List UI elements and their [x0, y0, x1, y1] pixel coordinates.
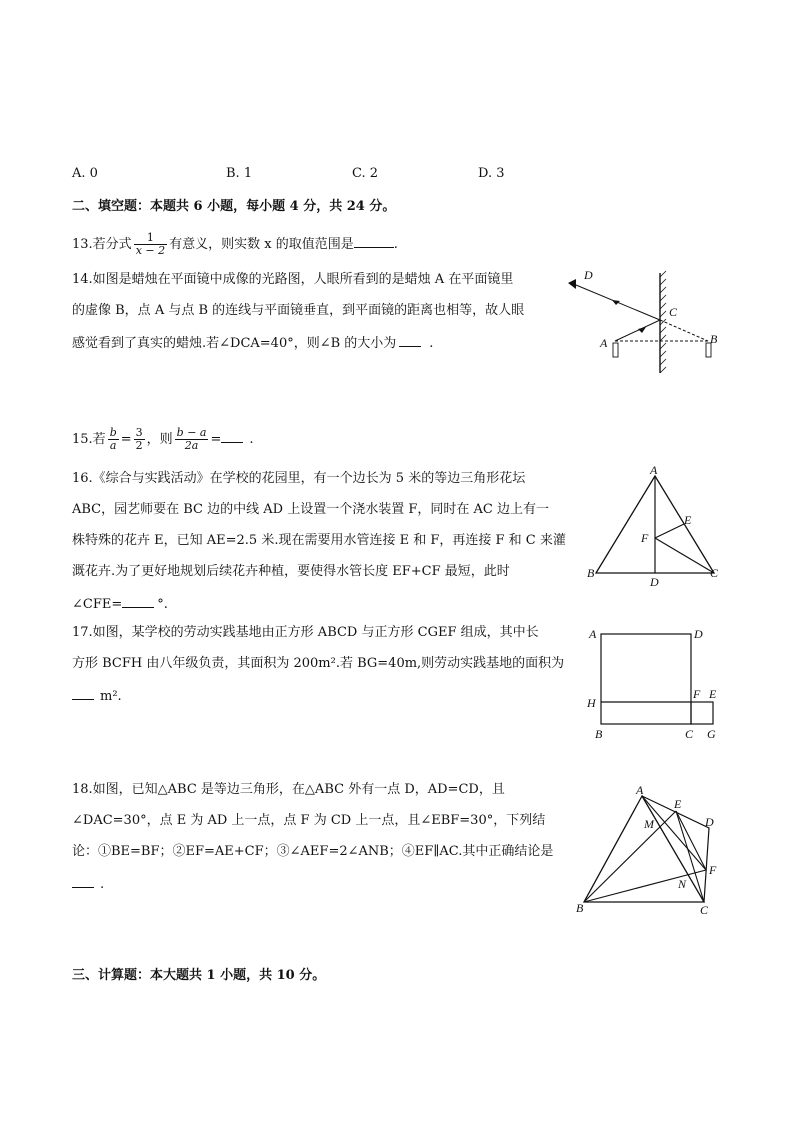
q16-line-4: 溉花卉.为了更好地规划后续花卉种植，要使得水管长度 EF+CF 最短，此时: [72, 564, 510, 579]
question-13: [72, 232, 398, 257]
q18-label-n: N: [678, 877, 687, 891]
q13-prefix: 13.若分式: [72, 237, 132, 252]
question-15: [72, 427, 254, 453]
q16-label-f: F: [641, 531, 649, 545]
q14-answer-blank[interactable]: [399, 334, 421, 347]
q15-f1-num: b: [109, 426, 117, 439]
square-abcd: [601, 634, 691, 724]
q13-end: .: [393, 237, 398, 252]
q18-label-m: M: [644, 817, 654, 831]
q15-f3-num: b − a: [176, 426, 207, 439]
q16-line-5a: ∠CFE=: [72, 597, 123, 612]
q16-line-5: [72, 595, 168, 613]
q15-answer-blank[interactable]: [221, 430, 243, 443]
q18-answer-blank[interactable]: [72, 875, 94, 888]
q14-mirror-figure: [560, 265, 730, 377]
q16-line-5b: °.: [157, 597, 168, 612]
q15-prefix: 15.若: [72, 432, 106, 447]
q18-label-b: B: [576, 901, 584, 915]
q15-fraction-3: [175, 427, 209, 452]
q13-numerator: 1: [134, 232, 167, 245]
q15-fraction-2: [134, 427, 145, 452]
q18-label-e: E: [674, 797, 682, 811]
q16-line-1: 16.《综合与实践活动》在学校的花园里，有一个边长为 5 米的等边三角形花坛: [72, 471, 526, 486]
section-2-title: 二、填空题：本题共 6 小题，每小题 4 分，共 24 分。: [72, 199, 396, 214]
q17-line-1: 17.如图，某学校的劳动实践基地由正方形 ABCD 与正方形 CGEF 组成，其中长: [72, 625, 539, 640]
q13-fraction: [134, 232, 167, 257]
q17-label-h: H: [587, 696, 596, 710]
q13-denominator: x − 2: [135, 244, 166, 257]
q13-suffix: 有意义，则实数 x 的取值范围是: [169, 237, 354, 252]
candle-a-icon: [613, 343, 618, 357]
q15-end: .: [249, 432, 254, 447]
q15-f3-den: 2a: [184, 439, 199, 452]
section-3-title: 三、计算题：本大题共 1 小题，共 10 分。: [72, 968, 326, 983]
virtual-ray-cb: [660, 320, 708, 341]
q14-label-d: D: [584, 268, 593, 282]
q17-label-g: G: [707, 727, 716, 741]
square-cgef: [691, 702, 713, 724]
q14-line-3-text: 感觉看到了真实的蜡烛.若∠DCA=40°，则∠B 的大小为: [72, 336, 397, 351]
q17-label-b: B: [595, 727, 603, 741]
q15-mid: ，则: [146, 432, 173, 447]
q14-line-3: [72, 334, 433, 352]
q17-line-2: 方形 BCFH 由八年级负责，其面积为 200m².若 BG=40m,则劳动实践基地的面积为: [72, 656, 565, 671]
q18-line-1: 18.如图，已知△ABC 是等边三角形，在△ABC 外有一点 D，AD=CD，且: [72, 782, 505, 797]
q14-line-2: 的虚像 B，点 A 与点 B 的连线与平面镜垂直，到平面镜的距离也相等，故人眼: [72, 303, 525, 318]
q17-squares-figure: [585, 624, 725, 746]
q17-label-d: D: [694, 627, 703, 641]
q16-label-b: B: [587, 566, 595, 580]
segment-be: [584, 811, 676, 902]
q16-label-e: E: [684, 513, 692, 527]
q18-label-f: F: [709, 863, 717, 877]
q15-f1-den: a: [109, 439, 117, 452]
q17-label-f: F: [693, 687, 701, 701]
q18-line-3: 论：①BE=BF；②EF=AE+CF；③∠AEF=2∠ANB；④EF∥AC.其中正确结论是: [72, 844, 554, 859]
q14-label-b: B: [710, 332, 718, 346]
option-b: B. 1: [226, 166, 253, 181]
q18-line-2: ∠DAC=30°，点 E 为 AD 上一点，点 F 为 CD 上一点，且∠EBF=30°，下列结: [72, 813, 546, 828]
q16-label-d: D: [650, 575, 659, 589]
option-d: D. 3: [478, 166, 505, 181]
q18-triangle-figure: [572, 778, 732, 918]
q17-label-c: C: [685, 727, 694, 741]
q17-label-e: E: [709, 687, 717, 701]
q16-label-a: A: [650, 463, 658, 477]
q18-end: .: [100, 877, 105, 892]
eye-icon: [568, 279, 576, 289]
q18-line-4: [72, 875, 104, 893]
q17-line-3: [72, 687, 122, 705]
q16-label-c: C: [710, 566, 719, 580]
q14-line-1: 14.如图是蜡烛在平面镜中成像的光路图，人眼所看到的是蜡烛 A 在平面镜里: [72, 272, 514, 287]
q15-f2-num: 3: [135, 426, 143, 439]
ray-ac: [615, 320, 660, 341]
q14-label-a: A: [600, 336, 608, 350]
segment-bf: [584, 870, 706, 902]
q16-line-3: 株特殊的花卉 E，已知 AE=2.5 米.现在需要用水管连接 E 和 F，再连接 F 和 C 来灌: [72, 533, 566, 548]
q13-answer-blank[interactable]: [354, 235, 394, 248]
q15-f2-den: 2: [135, 439, 143, 452]
q18-label-a: A: [636, 783, 644, 797]
q14-label-c: C: [669, 305, 678, 319]
segment-fc: [655, 538, 714, 573]
q15-eq: =: [120, 432, 132, 447]
q15-suffix: =: [210, 432, 222, 447]
option-a: A. 0: [72, 166, 98, 181]
q18-label-d: D: [705, 815, 714, 829]
q15-fraction-1: [108, 427, 119, 452]
q17-unit: m².: [100, 689, 122, 704]
option-c: C. 2: [352, 166, 379, 181]
q16-triangle-figure: [585, 463, 725, 591]
q17-answer-blank[interactable]: [72, 687, 94, 700]
q16-answer-blank[interactable]: [122, 595, 154, 608]
q17-label-a: A: [589, 627, 597, 641]
q16-line-2: ABC，园艺师要在 BC 边的中线 AD 上设置一个浇水装置 F，同时在 AC 边上有一: [72, 502, 549, 517]
q18-label-c: C: [700, 903, 709, 917]
segment-fe: [655, 524, 684, 538]
q14-end: .: [429, 336, 434, 351]
